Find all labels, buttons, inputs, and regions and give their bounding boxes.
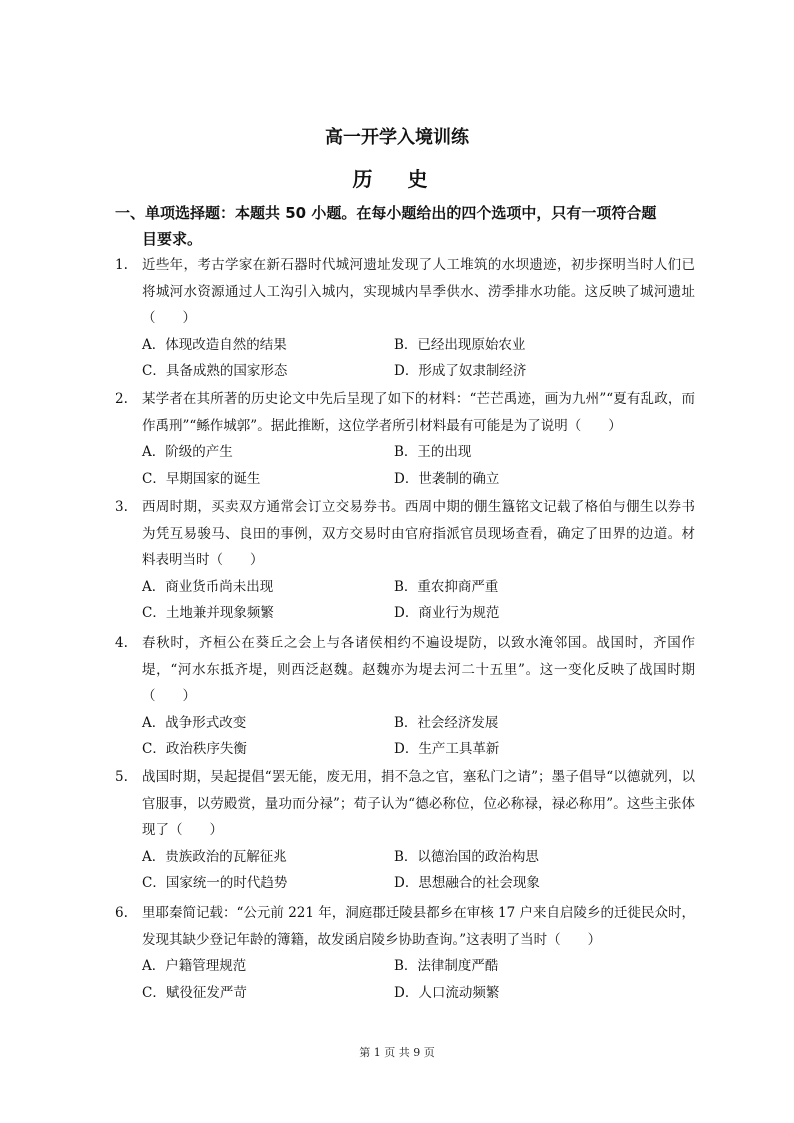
question-text: 西周时期，买卖双方通常会订立交易券书。西周中期的倗生簋铭文记载了格伯与倗生以券书为凭互易骏马、良田的事例，双方交易时由官府指派官员现场查看，确定了田界的边道。材料表明当时（ ）	[142, 499, 695, 568]
option-a: A．体现改造自然的结果	[142, 336, 287, 353]
option-c: C．赋役征发严苛	[142, 984, 247, 1001]
option-b: B．法律制度严酷	[394, 958, 499, 974]
option-b: B．以德治国的政治构思	[394, 848, 539, 865]
question-options	[142, 439, 695, 492]
question-options	[142, 844, 695, 897]
option-c: C．国家统一的时代趋势	[142, 875, 288, 891]
option-d: D．世袭制的确立	[394, 470, 500, 487]
question-number: 3.	[115, 499, 128, 515]
option-a: A．户籍管理规范	[142, 958, 247, 974]
option-d: D．生产工具革新	[394, 741, 500, 757]
option-c: C．具备成熟的国家形态	[142, 363, 288, 379]
option-a: A．阶级的产生	[142, 444, 233, 460]
question-text: 春秋时，齐桓公在葵丘之会上与各诸侯相约不遍设堤防，以致水淹邻国。战国时，齐国作堤，“河水东抵齐堤，则西泛赵魏。赵魏亦为堤去河二十五里”。这一变化反映了战国时期（ ）	[142, 635, 695, 704]
option-c: C．政治秩序失衡	[142, 741, 247, 757]
question-text: 近些年，考古学家在新石器时代城河遗址发现了人工堆筑的水坝遗迹，初步探明当时人们已将城河水资源通过人工沟引入城内，实现城内旱季供水、涝季排水功能。这反映了城河遗址（ ）	[142, 257, 695, 326]
question-number: 6.	[115, 905, 128, 921]
question-number: 5.	[115, 769, 128, 785]
question-number: 4.	[115, 635, 128, 651]
option-d: D．人口流动频繁	[394, 984, 500, 1001]
option-d: D．形成了奴隶制经济	[394, 363, 527, 379]
option-a: A．商业货币尚未出现	[142, 578, 274, 595]
question-3	[115, 494, 695, 627]
question-6	[115, 900, 695, 1006]
question-number: 1.	[115, 257, 128, 273]
option-d: D．商业行为规范	[394, 605, 500, 621]
question-text: 战国时期，吴起提倡“罢无能，废无用，捐不急之官，塞私门之请”；墨子倡导“以德就列，以官服事，以劳殿赏，量功而分禄”；荀子认为“德必称位，位必称禄，禄必称用”。这些主张体现了（ ）	[142, 769, 695, 838]
question-5	[115, 764, 695, 897]
question-options	[142, 332, 695, 385]
option-c: C．早期国家的诞生	[142, 470, 261, 487]
option-b: B．社会经济发展	[394, 714, 499, 731]
question-text: 某学者在其所著的历史论文中先后呈现了如下的材料：“芒芒禹迹，画为九州”“夏有乱政，而作禹刑”“鲧作城郭”。据此推断，这位学者所引材料最有可能是为了说明（ ）	[142, 391, 695, 434]
question-options	[142, 953, 695, 1006]
section-heading	[115, 200, 695, 252]
question-number: 2.	[115, 391, 128, 407]
page-title: 高一开学入境训练	[325, 127, 469, 148]
option-a: A．战争形式改变	[142, 714, 247, 731]
subject-title: 历 史	[352, 167, 442, 191]
section-heading-line-2: 目要求。	[142, 230, 203, 248]
option-c: C．土地兼并现象频繁	[142, 605, 274, 621]
question-options	[142, 710, 695, 763]
option-b: B．已经出现原始农业	[394, 336, 526, 353]
option-d: D．思想融合的社会现象	[394, 875, 540, 891]
option-b: B．王的出现	[394, 444, 472, 460]
question-text: 里耶秦简记载：“公元前 221 年，洞庭郡迁陵县都乡在审核 17 户来自启陵乡的迁徙民众时，发现其缺少登记年龄的簿籍，故发函启陵乡协助查询。”这表明了当时（ ）	[142, 905, 696, 948]
question-options	[142, 574, 695, 627]
page-footer: 第 1 页 共 9 页	[359, 1046, 435, 1059]
section-heading-line-1: 一、单项选择题：本题共 50 小题。在每小题给出的四个选项中，只有一项符合题	[115, 204, 657, 222]
option-b: B．重农抑商严重	[394, 578, 499, 595]
question-2	[115, 386, 695, 492]
option-a: A．贵族政治的瓦解征兆	[142, 848, 287, 865]
question-4	[115, 630, 695, 763]
question-1	[115, 252, 695, 385]
